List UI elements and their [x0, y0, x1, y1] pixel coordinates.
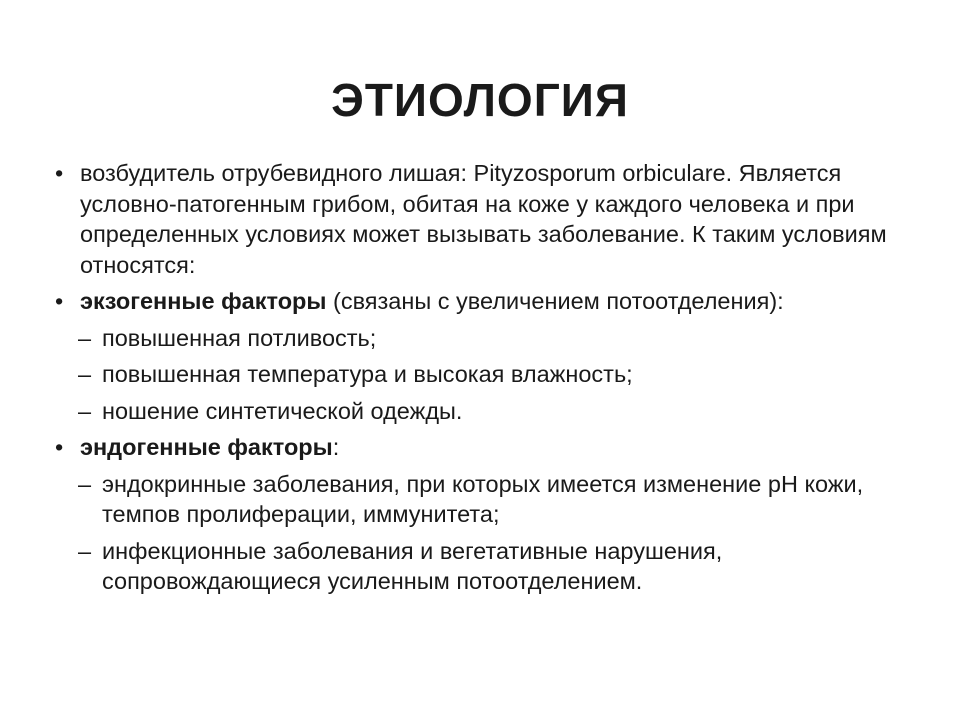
list-item — [52, 359, 912, 390]
list-item-text: эндокринные заболевания, при которых имеется изменение рН кожи, темпов пролиферации, иммунитета; — [102, 470, 864, 527]
bullet-heading: экзогенные факторы — [80, 288, 327, 314]
bullet-endogenous — [52, 432, 912, 463]
bullet-pathogen — [52, 158, 912, 280]
list-item-text: ношение синтетической одежды. — [102, 397, 463, 424]
bullet-exogenous — [52, 286, 912, 317]
slide-title: ЭТИОЛОГИЯ — [331, 74, 629, 126]
endogenous-list — [52, 469, 912, 597]
bullet-dot-icon: • — [55, 160, 64, 186]
dash-icon: – — [78, 470, 92, 497]
dash-icon: – — [78, 324, 92, 351]
list-item — [52, 396, 912, 427]
exogenous-list — [52, 323, 912, 427]
list-item — [52, 323, 912, 354]
bullet-dot-icon: • — [55, 288, 64, 314]
list-item-text: повышенная температура и высокая влажность; — [102, 361, 633, 387]
list-item-text: инфекционные заболевания и вегетативные нарушения, сопровождающиеся усиленным потоотделением. — [102, 537, 723, 594]
slide-content — [52, 158, 912, 603]
bullet-heading: эндогенные факторы — [80, 434, 333, 460]
list-item — [52, 536, 912, 597]
dash-icon: – — [78, 397, 92, 424]
bullet-text: (связаны с увеличением потоотделения): — [326, 288, 784, 314]
dash-icon: – — [78, 361, 92, 387]
bullet-text: возбудитель отрубевидного лишая: Pityzosporum orbiculare. Является условно-патогенным грибом, обитая на коже у каждого человека и при определенных условиях может вызывать заболевание. К таким условиям относятся: — [80, 160, 887, 278]
list-item-text: повышенная потливость; — [102, 324, 377, 351]
dash-icon: – — [78, 537, 92, 564]
bullet-dot-icon: • — [55, 434, 64, 460]
list-item — [52, 469, 912, 530]
bullet-text: : — [332, 434, 340, 460]
